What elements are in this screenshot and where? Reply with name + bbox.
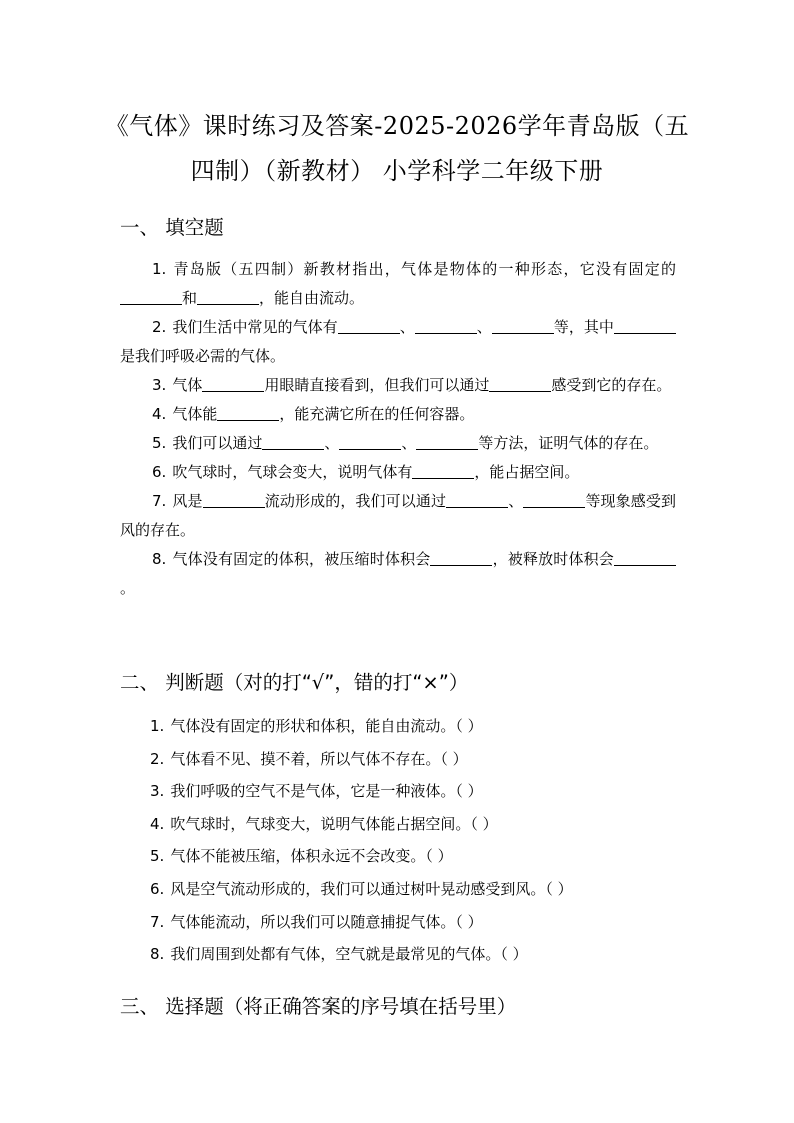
answer-blank[interactable] (523, 492, 585, 508)
question-text: 青岛版（五四制）新教材指出，气体是物体的一种形态，它没有固定的和 ，能自由流动。 (120, 260, 676, 307)
answer-blank[interactable] (489, 376, 551, 392)
question-text: 我们呼吸的空气不是气体，它是一种液体。（ ） (170, 782, 483, 801)
question-item (150, 743, 670, 776)
answer-blank[interactable] (203, 492, 265, 508)
question-item (120, 371, 676, 400)
fill-in-question-list (120, 255, 676, 603)
answer-blank[interactable] (262, 434, 324, 450)
section-heading-multiple-choice: 三、 选择题（将正确答案的序号填在括号里） (120, 995, 517, 1018)
question-text: 吹气球时，气球变大，说明气体能占据空间。（ ） (170, 814, 498, 833)
question-number: 4. (150, 814, 165, 833)
question-number: 5. (152, 434, 167, 452)
answer-blank[interactable] (416, 434, 478, 450)
question-text: 气体没有固定的形状和体积，能自由流动。（ ） (170, 717, 483, 735)
answer-blank[interactable] (415, 318, 477, 334)
question-number: 2. (150, 749, 165, 768)
answer-blank[interactable] (339, 434, 401, 450)
question-number: 3. (150, 782, 165, 801)
question-text: 风是 流动形成的，我们可以通过 、 等现象感受到风的存在。 (120, 492, 676, 539)
answer-blank[interactable] (120, 289, 182, 305)
question-number: 6. (152, 463, 167, 481)
question-number: 3. (152, 376, 167, 394)
question-text: 我们生活中常见的气体有 、 、 等，其中是我们呼吸必需的气体。 (120, 318, 676, 365)
question-item (120, 400, 676, 429)
question-item (120, 458, 676, 487)
document-title: 《气体》课时练习及答案-2025-2026学年青岛版（五四制）（新教材） 小学科学二年级下册 (104, 112, 690, 185)
question-item (150, 840, 670, 873)
question-item (150, 710, 670, 743)
question-number: 2. (152, 318, 167, 336)
question-text: 气体能 ，能充满它所在的任何容器。 (172, 405, 475, 423)
question-item (150, 808, 670, 841)
question-text: 我们周围到处都有气体，空气就是最常见的气体。（ ） (170, 945, 528, 964)
question-number: 8. (150, 945, 165, 964)
question-number: 1. (150, 717, 165, 735)
question-number: 7. (150, 912, 165, 931)
question-item (120, 255, 676, 313)
question-text: 风是空气流动形成的，我们可以通过树叶晃动感受到风。（ ） (170, 879, 573, 898)
question-item (150, 906, 670, 939)
question-item (120, 429, 676, 458)
answer-blank[interactable] (614, 550, 676, 566)
question-text: 吹气球时，气球会变大，说明气体有 ，能占据空间。 (172, 463, 580, 481)
question-text: 气体能流动，所以我们可以随意捕捉气体。（ ） (170, 912, 483, 931)
question-number: 5. (150, 847, 165, 866)
true-false-question-list (150, 710, 670, 971)
section-heading-fill-in: 一、 填空题 (120, 216, 224, 239)
answer-blank[interactable] (412, 463, 474, 479)
question-item (120, 545, 676, 603)
question-item (120, 487, 676, 545)
question-text: 气体不能被压缩，体积永远不会改变。（ ） (170, 847, 453, 866)
question-text: 气体没有固定的体积，被压缩时体积会 ，被释放时体积会。 (120, 550, 676, 597)
section-heading-true-false: 二、 判断题（对的打“√”，错的打“×”） (120, 671, 469, 694)
answer-blank[interactable] (446, 492, 508, 508)
question-number: 4. (152, 405, 167, 423)
question-number: 1. (152, 260, 167, 278)
question-text: 我们可以通过 、 、 等方法，证明气体的存在。 (172, 434, 659, 452)
answer-blank[interactable] (614, 318, 676, 334)
question-item (150, 775, 670, 808)
question-item (120, 313, 676, 371)
question-number: 6. (150, 879, 165, 898)
answer-blank[interactable] (338, 318, 400, 334)
answer-blank[interactable] (492, 318, 554, 334)
answer-blank[interactable] (202, 376, 264, 392)
answer-blank[interactable] (430, 550, 492, 566)
question-number: 8. (152, 550, 167, 568)
question-item (150, 938, 670, 971)
answer-blank[interactable] (217, 405, 279, 421)
question-text: 气体 用眼睛直接看到，但我们可以通过 感受到它的存在。 (172, 376, 672, 394)
question-number: 7. (152, 492, 167, 510)
question-item (150, 873, 670, 906)
answer-blank[interactable] (197, 289, 259, 305)
question-text: 气体看不见、摸不着，所以气体不存在。（ ） (170, 749, 468, 768)
